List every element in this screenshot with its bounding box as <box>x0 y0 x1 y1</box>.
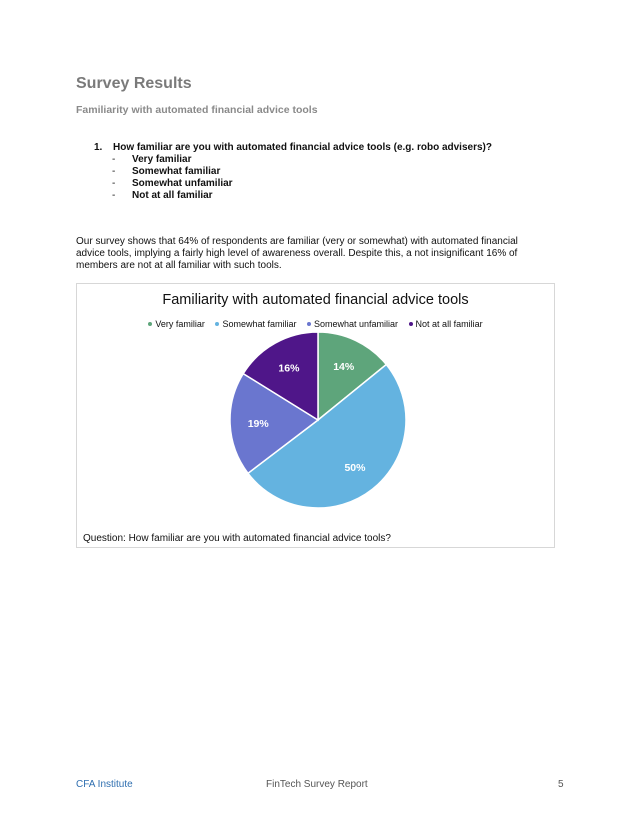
footer-report-title: FinTech Survey Report <box>266 779 368 790</box>
legend-label: Somewhat unfamiliar <box>313 319 399 329</box>
answer-option-label: Somewhat familiar <box>132 166 221 177</box>
page-subtitle: Familiarity with automated financial advice tools <box>76 104 318 116</box>
bullet-dash: - <box>112 178 116 189</box>
pie-data-label: 50% <box>344 462 366 475</box>
answer-option-label: Very familiar <box>132 154 192 165</box>
legend-label: Very familiar <box>155 319 205 329</box>
footer-organization: CFA Institute <box>76 779 133 790</box>
footer-page-number: 5 <box>558 779 564 790</box>
bullet-dash: - <box>112 190 116 201</box>
pie-chart-panel <box>76 283 555 548</box>
pie-data-label: 14% <box>333 360 355 373</box>
pie-data-label: 16% <box>278 362 300 375</box>
legend-label: Somewhat familiar <box>222 319 297 329</box>
page-title: Survey Results <box>76 75 192 92</box>
legend-label: Not at all familiar <box>415 319 483 329</box>
bullet-dash: - <box>112 154 116 165</box>
answer-option-label: Somewhat unfamiliar <box>132 178 233 189</box>
pie-chart <box>77 284 554 547</box>
question-number: 1. <box>94 142 103 153</box>
pie-data-label: 19% <box>247 417 269 430</box>
bullet-dash: - <box>112 166 116 177</box>
chart-title: Familiarity with automated financial advice tools <box>162 292 469 308</box>
question-text: How familiar are you with automated financial advice tools (e.g. robo advisers)? <box>113 142 492 153</box>
summary-paragraph: Our survey shows that 64% of respondents are familiar (very or somewhat) with automated financial advice tools, implying a fairly high level of awareness overall. Despite this, a not insignificant 16% of members are not at all familiar with such tools. <box>76 236 518 271</box>
answer-option-label: Not at all familiar <box>132 190 213 201</box>
chart-caption: Question: How familiar are you with automated financial advice tools? <box>83 533 391 544</box>
